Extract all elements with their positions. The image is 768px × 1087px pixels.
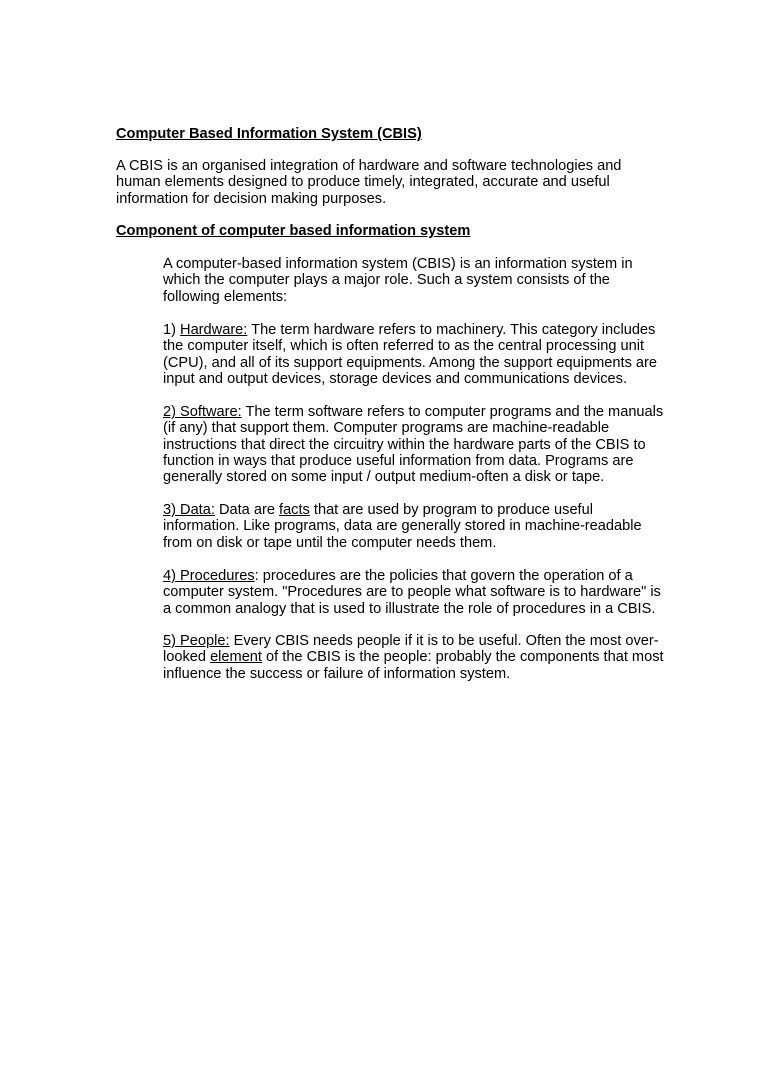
software-paragraph bbox=[163, 404, 663, 485]
lead-paragraph bbox=[163, 256, 633, 305]
document-title: Computer Based Information System (CBIS) bbox=[116, 126, 422, 142]
intro-line: A CBIS is an organised integration of hardware and software technologies and bbox=[116, 158, 622, 174]
procedures-line: a common analogy that is used to illustrate the role of procedures in a CBIS. bbox=[163, 600, 656, 617]
lead-line: A computer-based information system (CBIS) is an information system in bbox=[163, 256, 633, 272]
software-first-line-text: The term software refers to computer programs and the manuals bbox=[241, 404, 664, 420]
procedures-first-line-text: : procedures are the policies that govern the operation of a bbox=[254, 568, 633, 584]
data-label: 3) Data: bbox=[163, 502, 215, 518]
hardware-first-line-text: The term hardware refers to machinery. This category includes bbox=[247, 322, 656, 338]
people-first-line bbox=[163, 633, 664, 649]
software-line: generally stored on some input / output medium-often a disk or tape. bbox=[163, 469, 605, 486]
data-line: information. Like programs, data are generally stored in machine-readable bbox=[163, 518, 642, 535]
hardware-label: Hardware: bbox=[180, 322, 248, 338]
section-heading: Component of computer based information system bbox=[116, 223, 471, 239]
people-paragraph bbox=[163, 633, 664, 682]
data-paragraph bbox=[163, 502, 642, 551]
people-second-line-start: looked bbox=[163, 649, 211, 666]
lead-line: following elements: bbox=[163, 288, 288, 305]
hardware-line: the computer itself, which is often referred to as the central processing unit bbox=[163, 338, 645, 355]
facts-link[interactable]: facts bbox=[279, 502, 310, 518]
hardware-line: input and output devices, storage devices and communications devices. bbox=[163, 370, 628, 387]
lead-line: which the computer plays a major role. Such a system consists of the bbox=[163, 272, 610, 289]
software-line: (if any) that support them. Computer programs are machine-readable bbox=[163, 420, 610, 437]
people-line: influence the success or failure of information system. bbox=[163, 665, 511, 682]
hardware-number: 1) bbox=[163, 322, 181, 338]
data-first-line-text: that are used by program to produce useful bbox=[309, 502, 593, 518]
people-first-line-text: Every CBIS needs people if it is to be useful. Often the most over- bbox=[229, 633, 659, 649]
element-link[interactable]: element bbox=[210, 649, 262, 666]
intro-line: human elements designed to produce timely, integrated, accurate and useful bbox=[116, 174, 610, 191]
people-second-line-text: of the CBIS is the people: probably the components that most bbox=[261, 649, 664, 666]
procedures-paragraph bbox=[163, 568, 661, 617]
intro-line: information for decision making purposes. bbox=[116, 190, 387, 207]
software-line: instructions that direct the circuitry within the hardware parts of the CBIS to bbox=[163, 436, 646, 453]
hardware-line: (CPU), and all of its support equipments. Among the support equipments are bbox=[163, 354, 658, 371]
people-label: 5) People: bbox=[163, 633, 230, 649]
procedures-label: 4) Procedures bbox=[163, 568, 255, 584]
intro-paragraph bbox=[116, 158, 621, 207]
data-first-line-middle: Data are bbox=[214, 502, 280, 518]
software-line: function in ways that produce useful information from data. Programs are bbox=[163, 452, 634, 469]
software-first-line bbox=[163, 404, 663, 420]
procedures-line: computer system. "Procedures are to people what software is to hardware" is bbox=[163, 584, 661, 601]
procedures-first-line bbox=[163, 568, 661, 584]
people-second-line bbox=[163, 649, 664, 665]
software-label: 2) Software: bbox=[163, 404, 242, 420]
hardware-paragraph bbox=[163, 322, 657, 387]
hardware-first-line bbox=[163, 322, 657, 338]
data-line: from on disk or tape until the computer needs them. bbox=[163, 534, 497, 551]
data-first-line bbox=[163, 502, 642, 518]
